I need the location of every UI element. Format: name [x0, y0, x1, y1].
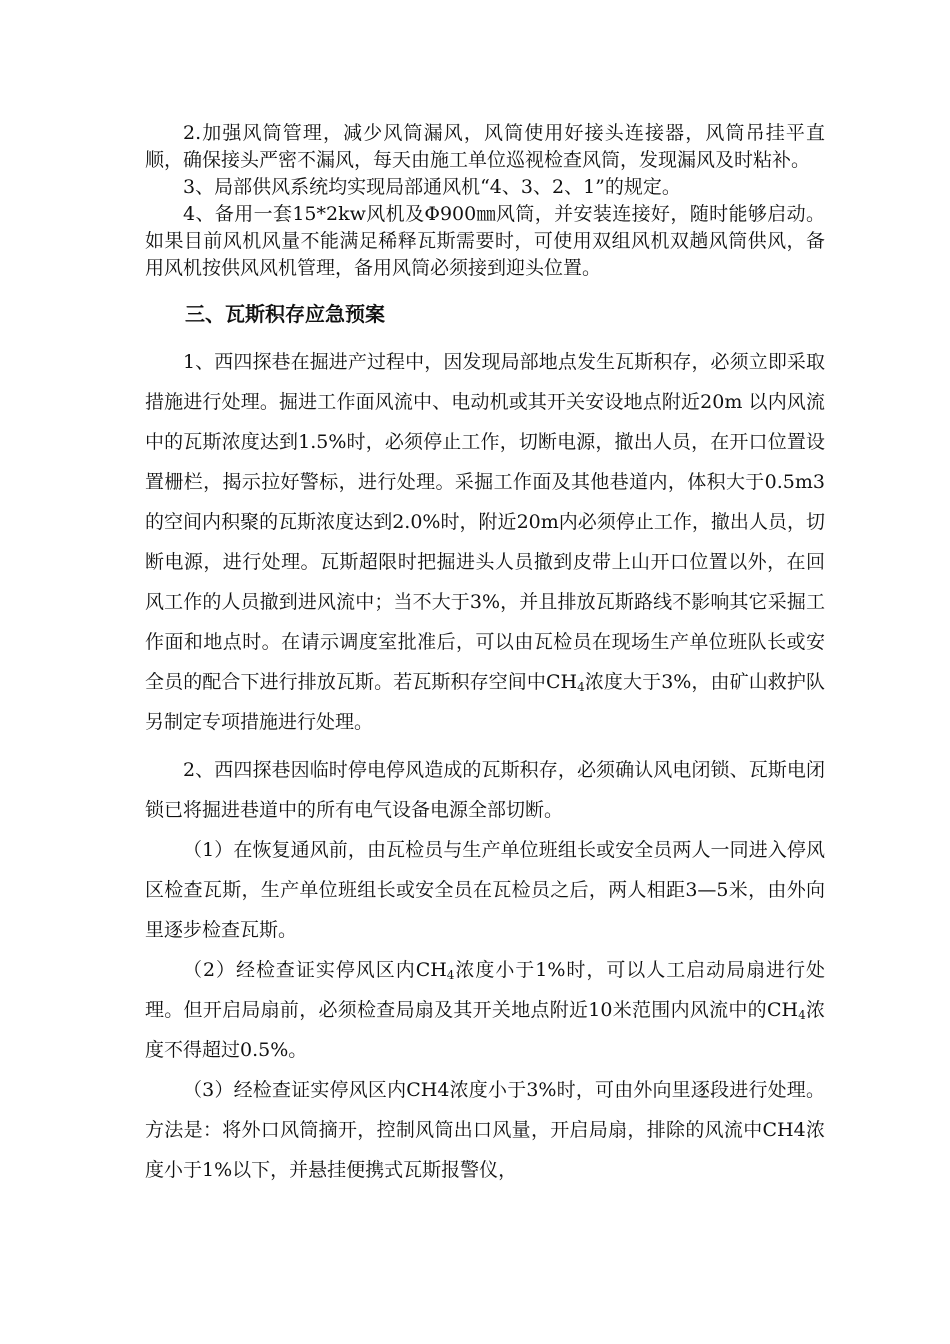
paragraph-gas-4 [145, 950, 825, 1070]
paragraph-gas-3: （1）在恢复通风前，由瓦检员与生产单位班组长或安全员两人一同进入停风区检查瓦斯，生产单位班组长或安全员在瓦检员之后，两人相距3—5米，由外向里逐步检查瓦斯。 [145, 839, 825, 941]
paragraph-duct-management: 2.加强风筒管理，减少风筒漏风，风筒使用好接头连接器，风筒吊挂平直顺，确保接头严密不漏风，每天由施工单位巡视检查风筒，发现漏风及时粘补。 [145, 122, 825, 171]
ventilation-measures-section [145, 120, 825, 282]
subscript-4: 4 [446, 968, 455, 982]
paragraph-gas-4-text-b: 浓度小于1%时，可以人工启动局扇进行处理。但开启局扇前，必须检查局扇及其开关地点附近10米范围内风流中的CH [145, 959, 825, 1021]
paragraph-gas-1-text-a: 1、西四探巷在掘进产过程中，因发现局部地点发生瓦斯积存，必须立即采取措施进行处理。掘进工作面风流中、电动机或其开关安设地点附近20m 以内风流中的瓦斯浓度达到1.5%时，必须停止工作，切断电源，撤出人员，在开口位置设置栅栏，揭示拉好警标，进行处理。采掘工作面及其他巷道内，体积大于0.5m3的空间内积聚的瓦斯浓度达到2.0%时，附近20m内必须停止工作，撤出人员，切断电源，进行处理。瓦斯超限时把掘进头人员撤到皮带上山开口位置以外，在回风工作的人员撤到进风流中；当不大于3%，并且排放瓦斯路线不影响其它采掘工作面和地点时。在请示调度室批准后，可以由瓦检员在现场生产单位班队长或安全员的配合下进行排放瓦斯。若瓦斯积存空间中CH [145, 351, 825, 693]
subscript-4: 4 [577, 680, 585, 694]
paragraph-local-fan-rule: 3、局部供风系统均实现局部通风机“4、3、2、1”的规定。 [183, 176, 681, 198]
paragraph-backup-fan: 4、备用一套15*2kw风机及Φ900㎜风筒，并安装连接好，随时能够启动。如果目前风机风量不能满足稀释瓦斯需要时，可使用双组风机双趟风筒供风，备用风机按供风风机管理，备用风筒必须接到迎头位置。 [145, 203, 825, 279]
paragraph-gas-4-text-c: 浓度不得超过0.5%。 [145, 999, 825, 1061]
gas-accumulation-section [145, 342, 825, 1190]
paragraph-gas-1 [145, 342, 825, 742]
paragraph-gas-4-text-a: （2）经检查证实停风区内CH [183, 959, 447, 981]
subscript-4: 4 [798, 1008, 806, 1022]
paragraph-gas-5: （3）经检查证实停风区内CH4浓度小于3%时，可由外向里逐段进行处理。方法是：将外口风筒摘开，控制风筒出口风量，开启局扇，排除的风流中CH4浓度小于1%以下，并悬挂便携式瓦斯报警仪， [145, 1079, 825, 1181]
section-heading: 三、瓦斯积存应急预案 [185, 302, 385, 326]
paragraph-gas-1-text-b: 浓度大于3%，由矿山救护队另制定专项措施进行处理。 [145, 671, 825, 733]
document-body [145, 120, 825, 1190]
paragraph-gas-2: 2、西四探巷因临时停电停风造成的瓦斯积存，必须确认风电闭锁、瓦斯电闭锁已将掘进巷道中的所有电气设备电源全部切断。 [145, 759, 825, 821]
